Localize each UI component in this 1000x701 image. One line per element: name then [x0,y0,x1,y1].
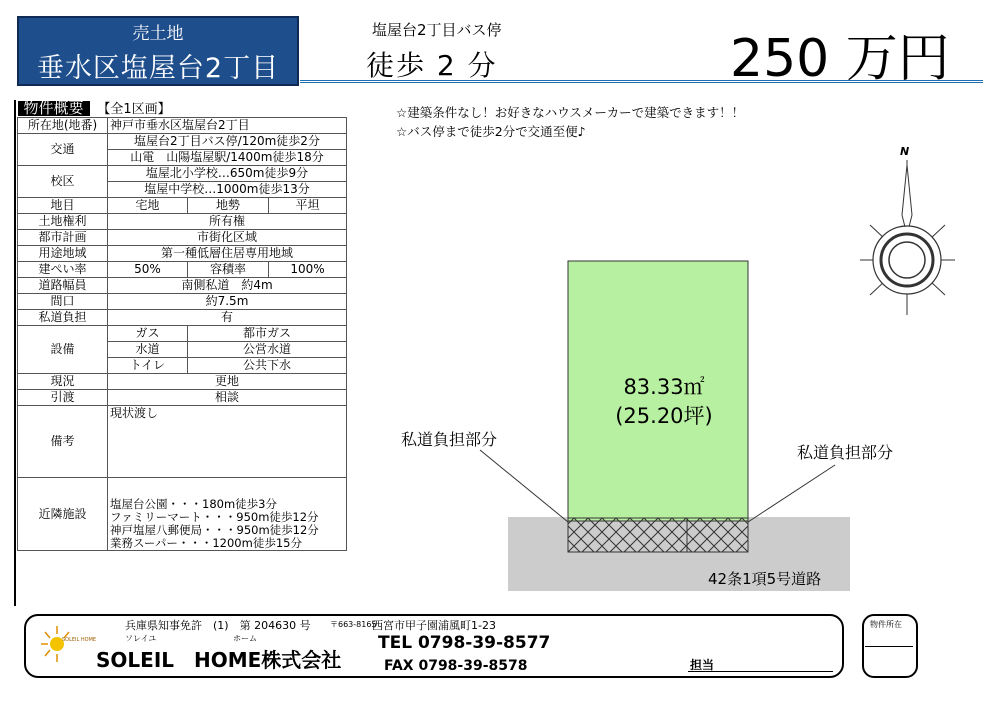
company-name: SOLEIL HOME株式会社 [96,648,342,672]
table-row: 地目 宅地 地勢 平坦 [18,198,347,214]
stamp-label: 物件所在 [870,620,902,629]
stamp-divider [865,646,913,647]
table-row: 備考 現状渡し [18,406,347,478]
private-road-label-right: 私道負担部分 [797,443,894,462]
table-row: 所在地(地番) 神戸市垂水区塩屋台2丁目 [18,118,347,134]
table-row: 校区 塩屋北小学校…650m徒歩9分 [18,166,347,182]
north-compass-icon [860,160,955,315]
staff-line [688,671,833,672]
soleil-sun-logo-icon [35,622,91,666]
nearby-item: 業務スーパー・・・1200m徒歩15分 [110,536,302,550]
lot-area-tsubo: (25.20坪) [615,404,713,428]
postal-code: 〒663-8165 [330,620,377,629]
header-divider [300,80,983,83]
table-row: 山電 山陽塩屋駅/1400m徒歩18分 [18,150,347,166]
lots-count: 【全1区画】 [97,102,171,117]
ruby-home: ホーム [233,634,257,643]
lot-area-m2: 83.33㎡ [623,375,705,399]
table-row: トイレ 公共下水 [18,358,347,374]
table-row: 都市計画 市街化区域 [18,230,347,246]
table-row: 交通 塩屋台2丁目バス停/120m徒歩2分 [18,134,347,150]
left-rule [14,100,16,606]
table-row: 引渡 相談 [18,390,347,406]
table-row: 設備 ガス 都市ガス [18,326,347,342]
company-address: 西宮市甲子園浦風町1-23 [372,619,496,632]
nearby-item: 塩屋台公園・・・180m徒歩3分 [110,497,277,511]
leader-left [480,450,568,522]
logo-wordmark: SOLEIL HOME [62,637,97,643]
walk-time: 徒歩 2 分 [366,49,498,82]
note-line-1: ☆建築条件なし！お好きなハウスメーカーで建築できます！！ [396,105,745,120]
company-fax: FAX 0798-39-8578 [384,658,528,674]
private-road-label-left: 私道負担部分 [401,430,498,449]
table-row: 水道 公営水道 [18,342,347,358]
spec-table [17,101,347,551]
table-row: 近隣施設 塩屋台公園・・・180m徒歩3分 ファミリーマート・・・950m徒歩12分 神戸塩屋八郵便局・・・950m徒歩12分 業務スーパー・・・1200m徒歩15分 [18,478,347,551]
table-row: 用途地域 第一種低層住居専用地域 [18,246,347,262]
road-type-label: 42条1項5号道路 [708,570,822,588]
table-row: 間口 約7.5m [18,294,347,310]
note-line-2: ☆バス停まで徒歩2分で交通至便♪ [396,124,586,139]
company-tel: TEL 0798-39-8577 [378,633,551,653]
staff-label: 担当 [690,658,715,672]
spec-title: 物件概要 [18,101,90,116]
table-row: 建ぺい率 50% 容積率 100% [18,262,347,278]
private-road-share [568,518,748,552]
nearby-item: ファミリーマート・・・950m徒歩12分 [110,510,319,524]
nearby-item: 神戸塩屋八郵便局・・・950m徒歩12分 [110,523,319,537]
ruby-soleil: ソレイユ [125,634,157,643]
table-row: 土地権利 所有権 [18,214,347,230]
table-row: 塩屋中学校…1000m徒歩13分 [18,182,347,198]
leader-right [748,465,835,522]
north-label: N [900,145,910,158]
price: 250 万円 [730,29,950,89]
table-row: 私道負担 有 [18,310,347,326]
table-row: 道路幅員 南側私道 約4m [18,278,347,294]
listing-location: 垂水区塩屋台2丁目 [36,53,280,84]
table-row: 現況 更地 [18,374,347,390]
bus-stop-name: 塩屋台2丁目バス停 [372,21,502,39]
listing-category: 売土地 [132,24,184,44]
license-number: 兵庫県知事免許 (1) 第 204630 号 [125,619,311,632]
